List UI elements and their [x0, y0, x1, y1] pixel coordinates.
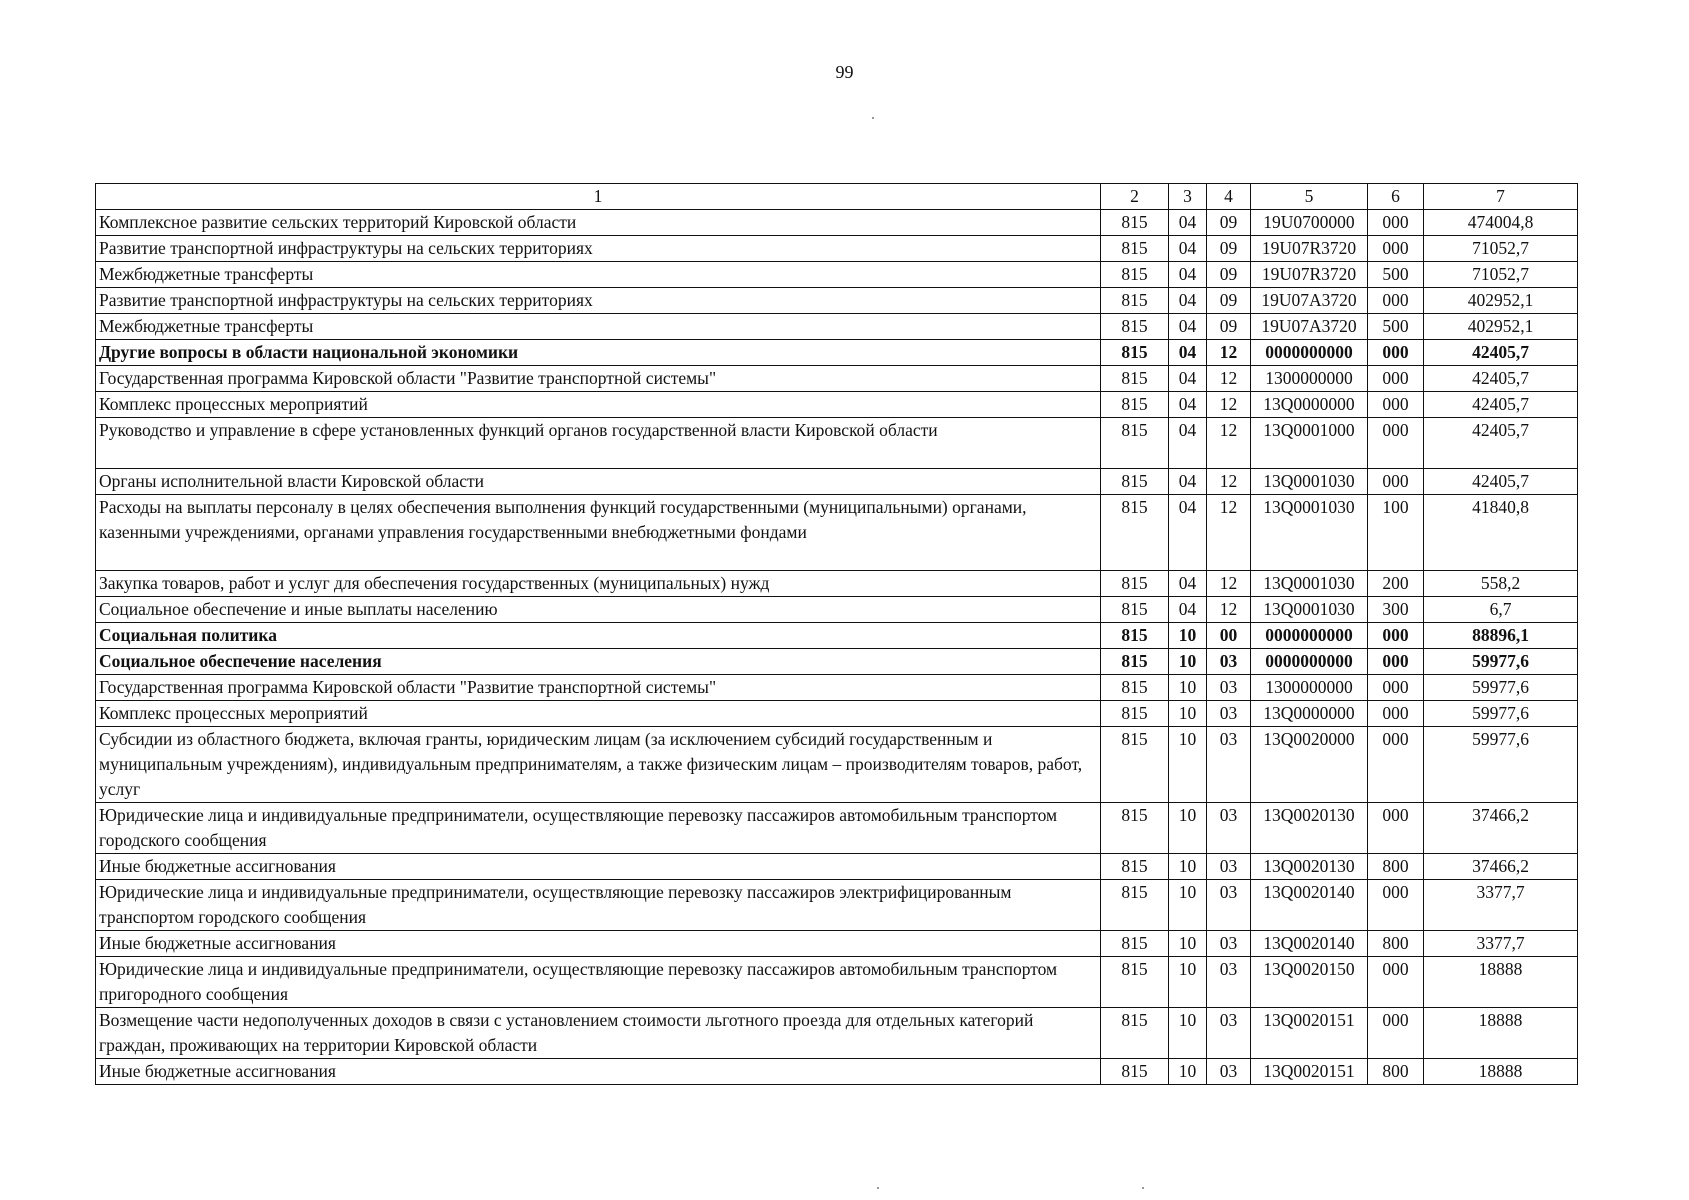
column-header-4: 4: [1207, 184, 1251, 210]
table-row: [96, 469, 1578, 495]
cell-code-6: 000: [1368, 469, 1424, 495]
cell-code-5: 13Q0001030: [1251, 469, 1368, 495]
cell-code-2: 815: [1101, 469, 1169, 495]
cell-code-6: 000: [1368, 366, 1424, 392]
cell-amount: 558,2: [1424, 571, 1578, 597]
cell-code-4: 03: [1207, 803, 1251, 854]
cell-amount: 3377,7: [1424, 880, 1578, 931]
cell-code-4: 03: [1207, 675, 1251, 701]
table-row: [96, 340, 1578, 366]
cell-code-5: 19U0700000: [1251, 210, 1368, 236]
cell-code-4: 09: [1207, 210, 1251, 236]
cell-code-2: 815: [1101, 262, 1169, 288]
cell-code-3: 10: [1169, 701, 1207, 727]
cell-code-2: 815: [1101, 1008, 1169, 1059]
cell-code-5: 13Q0001000: [1251, 418, 1368, 469]
cell-amount: 42405,7: [1424, 392, 1578, 418]
table-row: [96, 957, 1578, 1008]
cell-amount: 41840,8: [1424, 495, 1578, 571]
cell-code-3: 10: [1169, 931, 1207, 957]
cell-code-5: 19U07R3720: [1251, 236, 1368, 262]
cell-code-4: 03: [1207, 1008, 1251, 1059]
cell-name: Юридические лица и индивидуальные предприниматели, осуществляющие перевозку пассажиров автомобильным транспортом городского сообщения: [96, 803, 1101, 854]
cell-code-6: 100: [1368, 495, 1424, 571]
cell-code-4: 09: [1207, 236, 1251, 262]
cell-code-4: 09: [1207, 314, 1251, 340]
cell-name: Расходы на выплаты персоналу в целях обеспечения выполнения функций государственными (муниципальными) органами, казенными учреждениями, органами управления государственными внебюджетными фондами: [96, 495, 1101, 571]
cell-code-5: 1300000000: [1251, 366, 1368, 392]
cell-code-2: 815: [1101, 366, 1169, 392]
cell-code-6: 000: [1368, 649, 1424, 675]
cell-code-2: 815: [1101, 314, 1169, 340]
cell-code-2: 815: [1101, 675, 1169, 701]
cell-code-3: 10: [1169, 880, 1207, 931]
cell-name: Межбюджетные трансферты: [96, 262, 1101, 288]
column-header-2: 2: [1101, 184, 1169, 210]
cell-amount: 71052,7: [1424, 236, 1578, 262]
cell-code-3: 10: [1169, 957, 1207, 1008]
cell-code-4: 03: [1207, 727, 1251, 803]
cell-amount: 37466,2: [1424, 854, 1578, 880]
cell-name: Иные бюджетные ассигнования: [96, 931, 1101, 957]
table-body: [96, 210, 1578, 1085]
scan-speck: [877, 1187, 879, 1189]
cell-name: Социальное обеспечение населения: [96, 649, 1101, 675]
cell-code-5: 1300000000: [1251, 675, 1368, 701]
table-row: [96, 727, 1578, 803]
cell-code-6: 300: [1368, 597, 1424, 623]
cell-code-2: 815: [1101, 649, 1169, 675]
cell-amount: 42405,7: [1424, 340, 1578, 366]
cell-code-2: 815: [1101, 392, 1169, 418]
cell-amount: 18888: [1424, 957, 1578, 1008]
cell-code-4: 12: [1207, 495, 1251, 571]
column-header-3: 3: [1169, 184, 1207, 210]
cell-code-6: 500: [1368, 262, 1424, 288]
cell-amount: 474004,8: [1424, 210, 1578, 236]
cell-code-2: 815: [1101, 931, 1169, 957]
cell-code-4: 00: [1207, 623, 1251, 649]
cell-code-3: 04: [1169, 262, 1207, 288]
budget-table: [95, 183, 1578, 1085]
cell-code-5: 13Q0001030: [1251, 597, 1368, 623]
cell-name: Межбюджетные трансферты: [96, 314, 1101, 340]
cell-code-2: 815: [1101, 288, 1169, 314]
cell-name: Органы исполнительной власти Кировской области: [96, 469, 1101, 495]
cell-code-2: 815: [1101, 1059, 1169, 1085]
cell-code-4: 03: [1207, 880, 1251, 931]
column-header-5: 5: [1251, 184, 1368, 210]
cell-code-4: 12: [1207, 366, 1251, 392]
cell-code-5: 0000000000: [1251, 623, 1368, 649]
cell-code-2: 815: [1101, 340, 1169, 366]
cell-name: Другие вопросы в области национальной экономики: [96, 340, 1101, 366]
table-row: [96, 288, 1578, 314]
cell-code-3: 04: [1169, 314, 1207, 340]
cell-code-5: 13Q0000000: [1251, 392, 1368, 418]
cell-code-2: 815: [1101, 803, 1169, 854]
table-row: [96, 675, 1578, 701]
cell-code-5: 0000000000: [1251, 340, 1368, 366]
table-row: [96, 314, 1578, 340]
cell-code-3: 04: [1169, 597, 1207, 623]
cell-amount: 3377,7: [1424, 931, 1578, 957]
column-header-6: 6: [1368, 184, 1424, 210]
table-row: [96, 210, 1578, 236]
cell-name: Иные бюджетные ассигнования: [96, 1059, 1101, 1085]
table-row: [96, 1059, 1578, 1085]
cell-code-3: 04: [1169, 469, 1207, 495]
table-row: [96, 880, 1578, 931]
column-header-7: 7: [1424, 184, 1578, 210]
cell-code-6: 000: [1368, 1008, 1424, 1059]
cell-code-6: 000: [1368, 418, 1424, 469]
cell-code-5: 13Q0001030: [1251, 571, 1368, 597]
cell-code-4: 03: [1207, 854, 1251, 880]
cell-code-4: 12: [1207, 597, 1251, 623]
cell-code-4: 12: [1207, 418, 1251, 469]
cell-code-2: 815: [1101, 236, 1169, 262]
cell-amount: 18888: [1424, 1008, 1578, 1059]
cell-code-4: 03: [1207, 701, 1251, 727]
cell-code-4: 03: [1207, 931, 1251, 957]
cell-code-4: 03: [1207, 957, 1251, 1008]
cell-name: Комплексное развитие сельских территорий Кировской области: [96, 210, 1101, 236]
cell-name: Субсидии из областного бюджета, включая гранты, юридическим лицам (за исключением субсидий государственным и муниципальным учреждениям), индивидуальным предпринимателям, а также физическим лицам – производителям товаров, работ, услуг: [96, 727, 1101, 803]
cell-code-6: 000: [1368, 623, 1424, 649]
cell-code-5: 13Q0020151: [1251, 1059, 1368, 1085]
cell-code-3: 10: [1169, 623, 1207, 649]
cell-code-4: 12: [1207, 469, 1251, 495]
column-header-1: 1: [96, 184, 1101, 210]
cell-code-5: 13Q0000000: [1251, 701, 1368, 727]
cell-code-5: 19U07A3720: [1251, 314, 1368, 340]
cell-name: Социальная политика: [96, 623, 1101, 649]
table-row: [96, 597, 1578, 623]
cell-code-6: 200: [1368, 571, 1424, 597]
cell-code-3: 10: [1169, 854, 1207, 880]
cell-code-2: 815: [1101, 495, 1169, 571]
cell-code-6: 800: [1368, 1059, 1424, 1085]
table-row: [96, 701, 1578, 727]
cell-code-3: 10: [1169, 1059, 1207, 1085]
scan-speck: [872, 117, 874, 119]
cell-code-6: 000: [1368, 727, 1424, 803]
cell-code-5: 13Q0001030: [1251, 495, 1368, 571]
cell-code-6: 000: [1368, 288, 1424, 314]
table-row: [96, 1008, 1578, 1059]
cell-name: Иные бюджетные ассигнования: [96, 854, 1101, 880]
cell-code-3: 04: [1169, 571, 1207, 597]
cell-name: Юридические лица и индивидуальные предприниматели, осуществляющие перевозку пассажиров электрифицированным транспортом городского сообщения: [96, 880, 1101, 931]
cell-name: Развитие транспортной инфраструктуры на сельских территориях: [96, 288, 1101, 314]
cell-code-5: 13Q0020130: [1251, 803, 1368, 854]
cell-code-3: 10: [1169, 727, 1207, 803]
cell-code-3: 10: [1169, 649, 1207, 675]
cell-code-6: 000: [1368, 675, 1424, 701]
cell-code-6: 800: [1368, 854, 1424, 880]
cell-name: Комплекс процессных мероприятий: [96, 392, 1101, 418]
cell-code-3: 04: [1169, 418, 1207, 469]
table-row: [96, 623, 1578, 649]
cell-code-4: 12: [1207, 340, 1251, 366]
cell-amount: 59977,6: [1424, 727, 1578, 803]
cell-code-2: 815: [1101, 210, 1169, 236]
cell-code-6: 000: [1368, 957, 1424, 1008]
cell-code-2: 815: [1101, 854, 1169, 880]
header-row: [96, 184, 1578, 210]
cell-amount: 59977,6: [1424, 649, 1578, 675]
cell-code-3: 04: [1169, 236, 1207, 262]
cell-amount: 59977,6: [1424, 675, 1578, 701]
cell-amount: 402952,1: [1424, 314, 1578, 340]
cell-code-2: 815: [1101, 701, 1169, 727]
table-row: [96, 571, 1578, 597]
cell-code-6: 000: [1368, 392, 1424, 418]
cell-code-2: 815: [1101, 597, 1169, 623]
cell-name: Закупка товаров, работ и услуг для обеспечения государственных (муниципальных) нужд: [96, 571, 1101, 597]
cell-code-6: 000: [1368, 701, 1424, 727]
table-row: [96, 366, 1578, 392]
cell-amount: 42405,7: [1424, 418, 1578, 469]
cell-code-2: 815: [1101, 623, 1169, 649]
cell-code-3: 10: [1169, 675, 1207, 701]
cell-code-4: 03: [1207, 649, 1251, 675]
cell-name: Комплекс процессных мероприятий: [96, 701, 1101, 727]
cell-amount: 37466,2: [1424, 803, 1578, 854]
cell-code-3: 04: [1169, 340, 1207, 366]
cell-code-5: 13Q0020000: [1251, 727, 1368, 803]
cell-code-2: 815: [1101, 418, 1169, 469]
cell-name: Социальное обеспечение и иные выплаты населению: [96, 597, 1101, 623]
cell-code-2: 815: [1101, 957, 1169, 1008]
cell-code-5: 13Q0020140: [1251, 931, 1368, 957]
cell-code-5: 13Q0020140: [1251, 880, 1368, 931]
table-row: [96, 495, 1578, 571]
cell-code-6: 000: [1368, 880, 1424, 931]
table-row: [96, 931, 1578, 957]
cell-code-6: 000: [1368, 803, 1424, 854]
cell-name: Возмещение части недополученных доходов в связи с установлением стоимости льготного проезда для отдельных категорий граждан, проживающих на территории Кировской области: [96, 1008, 1101, 1059]
cell-code-5: 13Q0020151: [1251, 1008, 1368, 1059]
cell-code-5: 0000000000: [1251, 649, 1368, 675]
page-number: 99: [835, 62, 854, 82]
scan-speck: [1142, 1187, 1144, 1189]
cell-code-2: 815: [1101, 880, 1169, 931]
cell-code-3: 04: [1169, 210, 1207, 236]
cell-amount: 88896,1: [1424, 623, 1578, 649]
cell-code-3: 04: [1169, 495, 1207, 571]
table-row: [96, 236, 1578, 262]
cell-name: Руководство и управление в сфере установленных функций органов государственной власти Кировской области: [96, 418, 1101, 469]
cell-amount: 6,7: [1424, 597, 1578, 623]
cell-code-6: 000: [1368, 210, 1424, 236]
cell-name: Государственная программа Кировской области "Развитие транспортной системы": [96, 366, 1101, 392]
table-row: [96, 418, 1578, 469]
cell-code-5: 13Q0020130: [1251, 854, 1368, 880]
cell-name: Юридические лица и индивидуальные предприниматели, осуществляющие перевозку пассажиров автомобильным транспортом пригородного сообщения: [96, 957, 1101, 1008]
cell-code-6: 000: [1368, 340, 1424, 366]
cell-code-3: 10: [1169, 803, 1207, 854]
cell-amount: 18888: [1424, 1059, 1578, 1085]
cell-code-4: 12: [1207, 392, 1251, 418]
cell-code-4: 12: [1207, 571, 1251, 597]
cell-name: Государственная программа Кировской области "Развитие транспортной системы": [96, 675, 1101, 701]
cell-code-4: 09: [1207, 262, 1251, 288]
cell-code-5: 19U07R3720: [1251, 262, 1368, 288]
cell-code-2: 815: [1101, 727, 1169, 803]
cell-code-3: 04: [1169, 288, 1207, 314]
cell-name: Развитие транспортной инфраструктуры на сельских территориях: [96, 236, 1101, 262]
cell-code-6: 000: [1368, 236, 1424, 262]
cell-code-5: 13Q0020150: [1251, 957, 1368, 1008]
cell-code-3: 04: [1169, 392, 1207, 418]
cell-code-5: 19U07A3720: [1251, 288, 1368, 314]
cell-code-4: 09: [1207, 288, 1251, 314]
cell-code-3: 10: [1169, 1008, 1207, 1059]
cell-code-3: 04: [1169, 366, 1207, 392]
cell-code-6: 500: [1368, 314, 1424, 340]
cell-code-6: 800: [1368, 931, 1424, 957]
table-row: [96, 854, 1578, 880]
cell-amount: 402952,1: [1424, 288, 1578, 314]
table-row: [96, 649, 1578, 675]
cell-amount: 42405,7: [1424, 366, 1578, 392]
cell-amount: 71052,7: [1424, 262, 1578, 288]
table-row: [96, 262, 1578, 288]
cell-amount: 59977,6: [1424, 701, 1578, 727]
table-row: [96, 803, 1578, 854]
cell-amount: 42405,7: [1424, 469, 1578, 495]
cell-code-2: 815: [1101, 571, 1169, 597]
cell-code-4: 03: [1207, 1059, 1251, 1085]
table-row: [96, 392, 1578, 418]
